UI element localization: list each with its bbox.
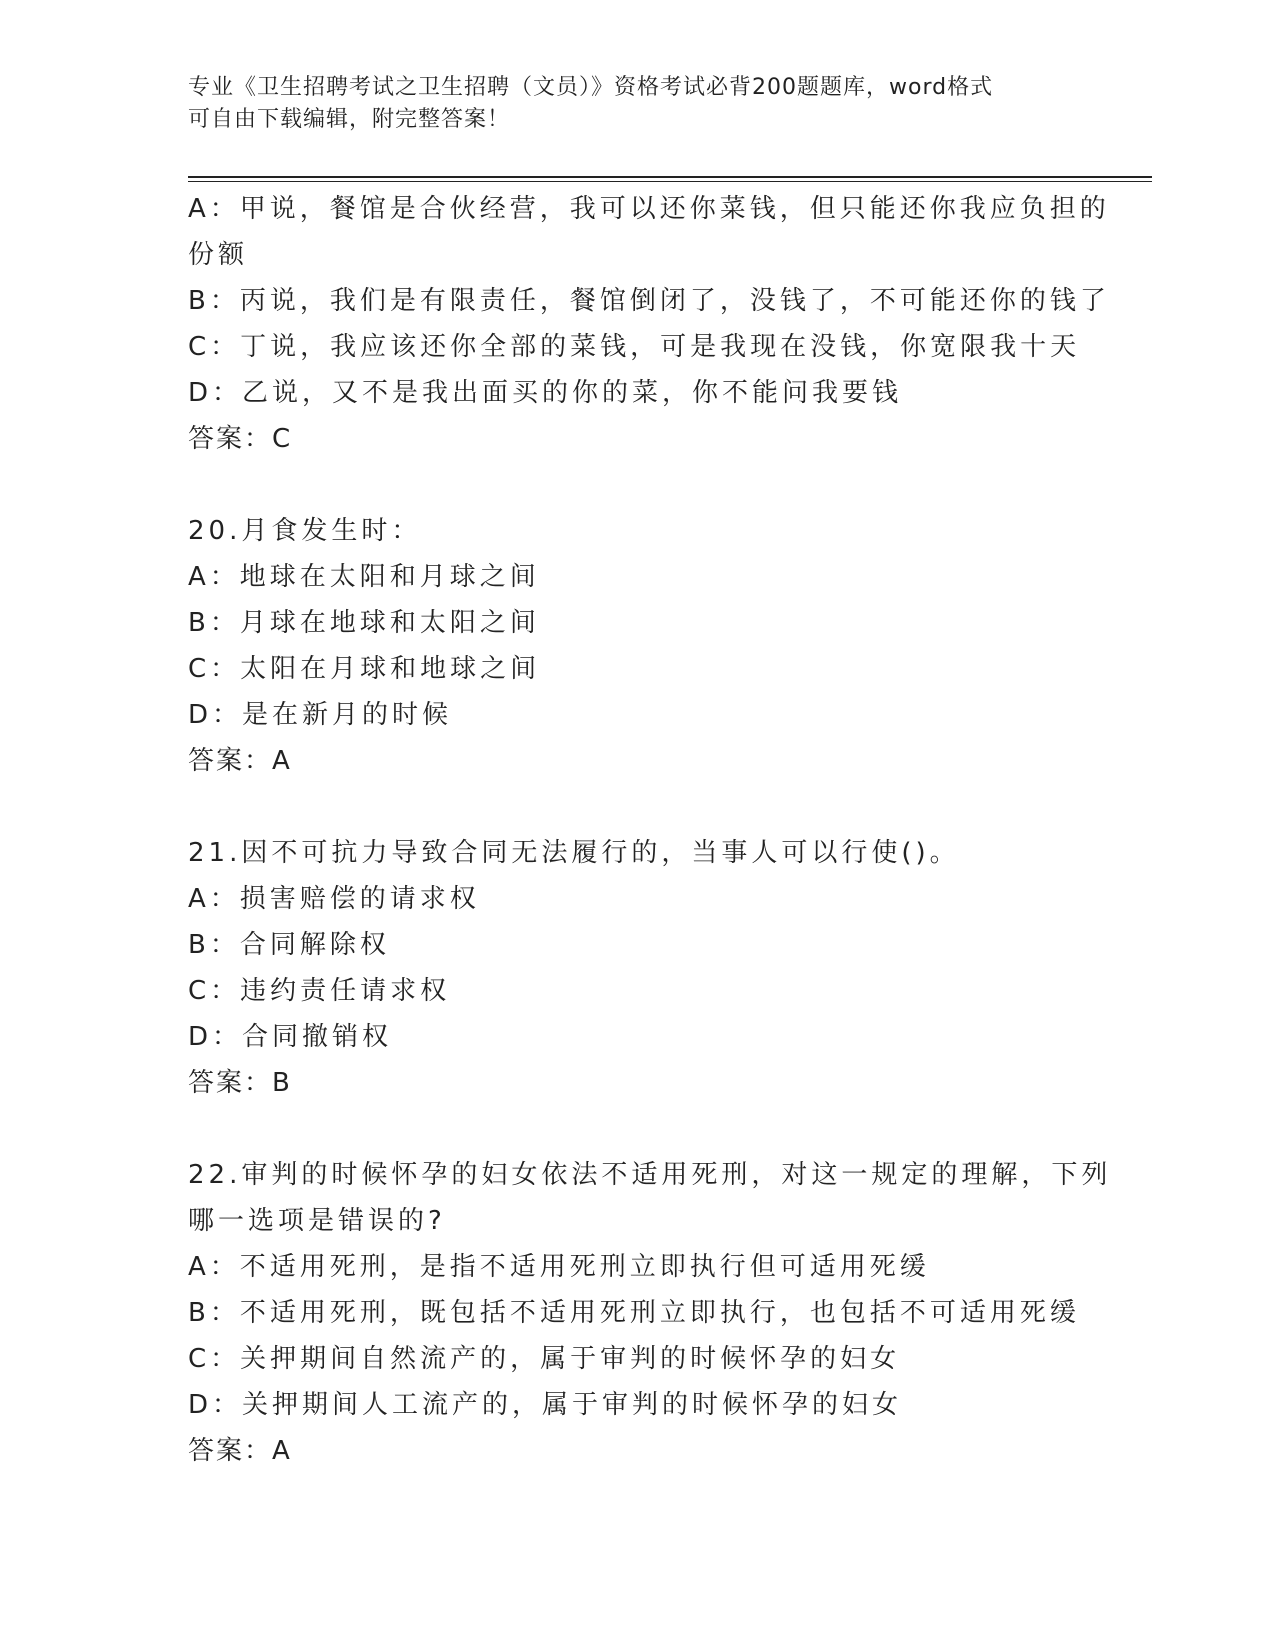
spacer	[188, 784, 1068, 830]
option-d: D：关押期间人工流产的，属于审判的时候怀孕的妇女	[188, 1390, 903, 1420]
question-stem-line-1: 22.审判的时候怀孕的妇女依法不适用死刑，对这一规定的理解，下列	[188, 1160, 1112, 1190]
document-header	[188, 72, 1068, 136]
answer: 答案：C	[188, 424, 293, 454]
option-a: A：甲说，餐馆是合伙经营，我可以还你菜钱，但只能还你我应负担的	[188, 194, 1110, 224]
option-b: B：月球在地球和太阳之间	[188, 608, 540, 638]
option-a: A：地球在太阳和月球之间	[188, 562, 540, 592]
answer: 答案：A	[188, 746, 292, 776]
option-a: A：损害赔偿的请求权	[188, 884, 480, 914]
question-list	[188, 186, 1112, 1474]
option-d: D：是在新月的时候	[188, 700, 453, 730]
option-b: B：丙说，我们是有限责任，餐馆倒闭了，没钱了，不可能还你的钱了	[188, 286, 1110, 316]
question-stem: 20.月食发生时：	[188, 516, 422, 546]
option-d: D：合同撤销权	[188, 1022, 393, 1052]
option-c: C：关押期间自然流产的，属于审判的时候怀孕的妇女	[188, 1344, 901, 1374]
option-d: D：乙说，又不是我出面买的你的菜，你不能问我要钱	[188, 378, 903, 408]
question-20	[188, 508, 1068, 784]
option-c: C：丁说，我应该还你全部的菜钱，可是我现在没钱，你宽限我十天	[188, 332, 1081, 362]
header-title-line-1: 专业《卫生招聘考试之卫生招聘（文员）》资格考试必背200题题库，word格式	[188, 75, 994, 100]
option-b: B：合同解除权	[188, 930, 390, 960]
header-title-line-2: 可自由下载编辑，附完整答案！	[188, 107, 511, 132]
spacer	[188, 1106, 1068, 1152]
option-a-continued: 份额	[188, 240, 249, 270]
answer: 答案：A	[188, 1436, 292, 1466]
option-c: C：太阳在月球和地球之间	[188, 654, 541, 684]
option-a: A：不适用死刑，是指不适用死刑立即执行但可适用死缓	[188, 1252, 930, 1282]
header-divider	[188, 176, 1152, 182]
question-21	[188, 830, 1068, 1106]
spacer	[188, 462, 1068, 508]
answer: 答案：B	[188, 1068, 292, 1098]
question-stem-line-2: 哪一选项是错误的?	[188, 1206, 446, 1236]
question-22	[188, 1152, 1112, 1474]
option-b: B：不适用死刑，既包括不适用死刑立即执行，也包括不可适用死缓	[188, 1298, 1080, 1328]
option-c: C：违约责任请求权	[188, 976, 451, 1006]
question-stem: 21.因不可抗力导致合同无法履行的，当事人可以行使()。	[188, 838, 960, 868]
question-19	[188, 186, 1110, 462]
